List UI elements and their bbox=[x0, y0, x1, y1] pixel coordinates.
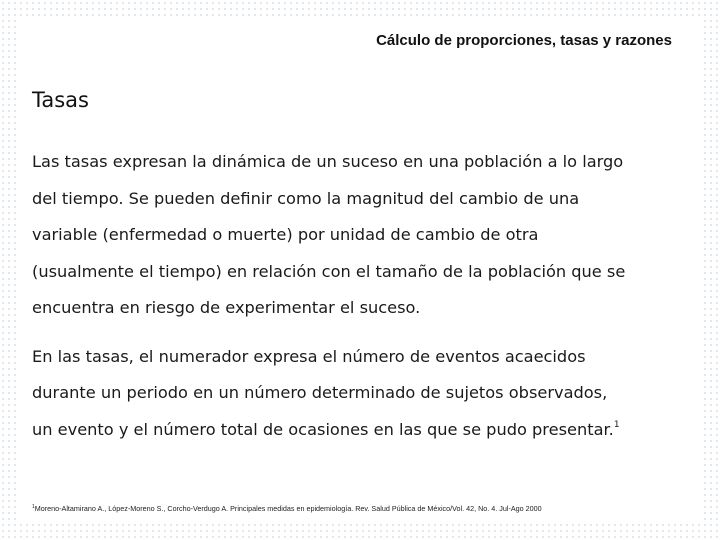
text-line: durante un periodo en un número determinado de sujetos observados, bbox=[32, 383, 608, 402]
paragraph-definition bbox=[32, 144, 692, 327]
footnote bbox=[32, 504, 542, 513]
slide bbox=[18, 20, 702, 520]
footnote-reference: 1 bbox=[613, 419, 620, 430]
text-line-with-ref bbox=[32, 412, 692, 449]
text-line: del tiempo. Se pueden definir como la magnitud del cambio de una bbox=[32, 188, 580, 208]
text-line: un evento y el número total de ocasiones en las que se pudo presentar. bbox=[32, 419, 614, 439]
text-line: (usualmente el tiempo) en relación con el tamaño de la población que se bbox=[32, 261, 626, 281]
text-line: encuentra en riesgo de experimentar el suceso. bbox=[32, 298, 421, 317]
footnote-text: Moreno-Altamirano A., López-Moreno S., Corcho-Verdugo A. Principales medidas en epidemiología. Rev. Salud Pública de México/Vol. 42, No. 4. Jul-Ago 2000 bbox=[34, 504, 542, 513]
slide-title: Tasas bbox=[32, 88, 89, 112]
text-line: Las tasas expresan la dinámica de un suceso en una población a lo largo bbox=[32, 152, 624, 171]
paragraph-numerator bbox=[32, 339, 692, 449]
header-title: Cálculo de proporciones, tasas y razones bbox=[376, 32, 672, 49]
text-line: variable (enfermedad o muerte) por unidad de cambio de otra bbox=[32, 225, 539, 244]
text-line: En las tasas, el numerador expresa el número de eventos acaecidos bbox=[32, 346, 586, 366]
slide-body bbox=[32, 144, 692, 448]
footnote-marker: 1 bbox=[32, 504, 35, 510]
